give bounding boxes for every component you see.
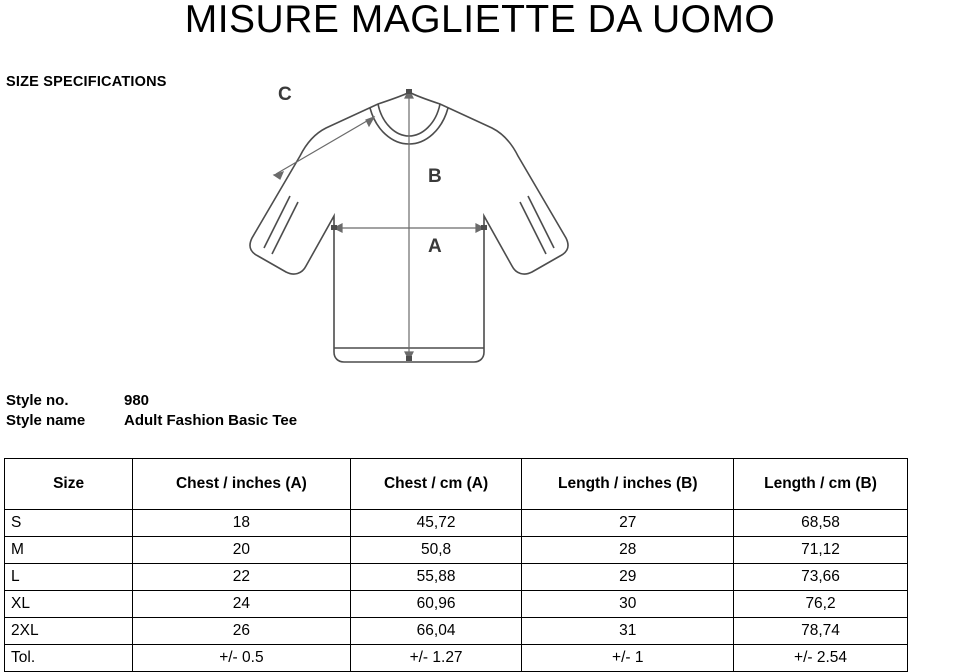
style-no-value: 980 — [124, 392, 150, 409]
cell-size: L — [5, 564, 133, 591]
table-row — [5, 510, 908, 537]
cell-chest-cm: 60,96 — [350, 591, 522, 618]
size-table — [4, 458, 908, 672]
size-table-body — [5, 510, 908, 672]
cell-length-inches: 30 — [522, 591, 734, 618]
style-no-row — [6, 392, 297, 409]
style-name-row — [6, 412, 297, 429]
cell-chest-cm: 50,8 — [350, 537, 522, 564]
cell-length-inches: 28 — [522, 537, 734, 564]
diagram-marker-c: C — [278, 84, 292, 105]
cell-chest-cm: +/- 1.27 — [350, 645, 522, 672]
cell-chest-inches: 24 — [133, 591, 350, 618]
cell-chest-cm: 45,72 — [350, 510, 522, 537]
cell-chest-cm: 55,88 — [350, 564, 522, 591]
cell-length-cm: 73,66 — [734, 564, 908, 591]
table-row — [5, 564, 908, 591]
size-specifications-label: SIZE SPECIFICATIONS — [6, 74, 167, 90]
cell-length-cm: 71,12 — [734, 537, 908, 564]
cell-chest-inches: 26 — [133, 618, 350, 645]
diagram-marker-a: A — [428, 236, 442, 257]
cell-chest-inches: 20 — [133, 537, 350, 564]
cell-length-inches: 31 — [522, 618, 734, 645]
page-title: MISURE MAGLIETTE DA UOMO — [184, 0, 776, 41]
cell-size: Tol. — [5, 645, 133, 672]
cell-length-inches: +/- 1 — [522, 645, 734, 672]
tshirt-diagram — [230, 70, 610, 380]
size-table-head — [5, 459, 908, 510]
table-row — [5, 591, 908, 618]
cell-chest-inches: 22 — [133, 564, 350, 591]
cell-chest-cm: 66,04 — [350, 618, 522, 645]
style-no-label: Style no. — [6, 392, 69, 409]
cell-size: 2XL — [5, 618, 133, 645]
cell-length-cm: 68,58 — [734, 510, 908, 537]
style-info — [6, 392, 297, 432]
cell-length-inches: 27 — [522, 510, 734, 537]
header-size: Size — [5, 459, 133, 510]
cell-chest-inches: +/- 0.5 — [133, 645, 350, 672]
cell-size: XL — [5, 591, 133, 618]
cell-size: S — [5, 510, 133, 537]
cell-length-cm: 78,74 — [734, 618, 908, 645]
table-row — [5, 537, 908, 564]
cell-length-inches: 29 — [522, 564, 734, 591]
style-name-value: Adult Fashion Basic Tee — [124, 412, 298, 429]
cell-length-cm: +/- 2.54 — [734, 645, 908, 672]
header-chest-inches: Chest / inches (A) — [133, 459, 350, 510]
cell-size: M — [5, 537, 133, 564]
diagram-marker-b: B — [428, 166, 442, 187]
table-row — [5, 645, 908, 672]
style-name-label: Style name — [6, 412, 86, 429]
table-row — [5, 618, 908, 645]
header-chest-cm: Chest / cm (A) — [350, 459, 522, 510]
cell-chest-inches: 18 — [133, 510, 350, 537]
header-length-cm: Length / cm (B) — [734, 459, 908, 510]
tshirt-svg — [230, 70, 610, 380]
cell-length-cm: 76,2 — [734, 591, 908, 618]
header-length-inches: Length / inches (B) — [522, 459, 734, 510]
table-header-row — [5, 459, 908, 510]
